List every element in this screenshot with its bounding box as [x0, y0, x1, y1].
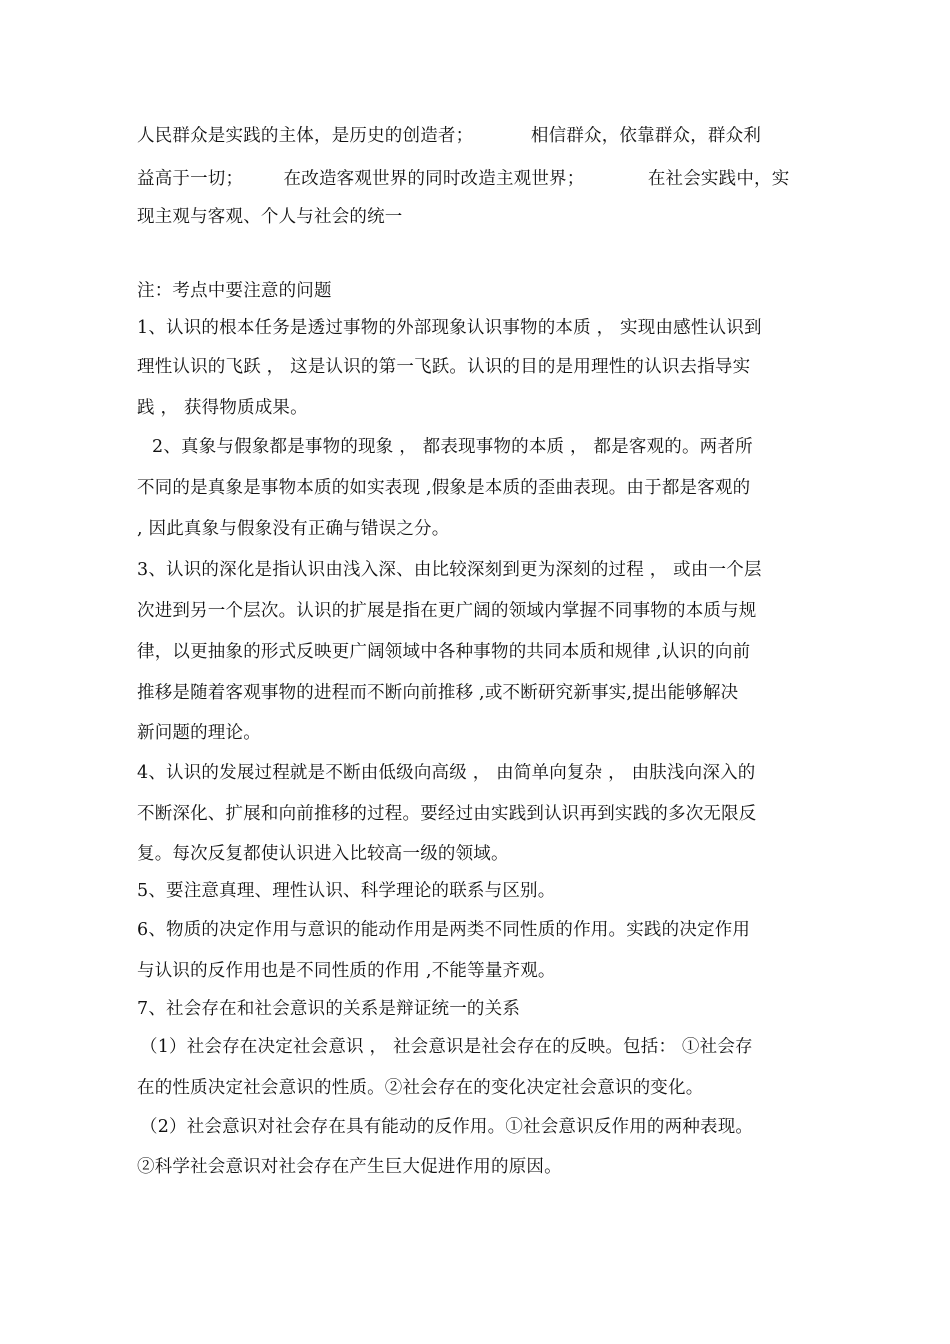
subpoint-2-line-2: ②科学社会意识对社会存在产生巨大促进作用的原因。: [137, 1157, 562, 1177]
point-4-line-1: 4、认识的发展过程就是不断由低级向高级 ， 由简单向复杂 ， 由肤浅向深入的: [137, 763, 756, 783]
subpoint-2-line-1: （2）社会意识对社会存在具有能动的反作用。①社会意识反作用的两种表现。: [140, 1117, 754, 1137]
point-5-line-1: 5、要注意真理、理性认识、科学理论的联系与区别。: [137, 881, 556, 901]
point-3-line-2: 次进到另一个层次。认识的扩展是指在更广阔的领域内掌握不同事物的本质与规: [137, 601, 757, 621]
point-4-line-3: 复。每次反复都使认识进入比较高一级的领域。: [137, 844, 509, 864]
subpoint-1-line-2: 在的性质决定社会意识的性质。②社会存在的变化决定社会意识的变化。: [137, 1078, 704, 1098]
point-3-line-3: 律，以更抽象的形式反映更广阔领域中各种事物的共同本质和规律 ,认识的向前: [137, 642, 751, 662]
point-2-line-2: 不同的是真象是事物本质的如实表现 ,假象是本质的歪曲表现。由于都是客观的: [137, 478, 751, 498]
point-1-line-1: 1、认识的根本任务是透过事物的外部现象认识事物的本质 ， 实现由感性认识到: [137, 318, 762, 338]
note-heading: 注：考点中要注意的问题: [137, 281, 332, 301]
intro-line-2: 益高于一切； 在改造客观世界的同时改造主观世界； 在社会实践中，实: [137, 169, 790, 189]
intro-line-3: 现主观与客观、个人与社会的统一: [137, 207, 403, 227]
subpoint-1-line-1: （1）社会存在决定社会意识 ， 社会意识是社会存在的反映。包括： ①社会存: [140, 1037, 753, 1057]
point-2-line-1: 2、真象与假象都是事物的现象 ， 都表现事物的本质 ， 都是客观的。两者所: [152, 437, 753, 457]
point-1-line-2: 理性认识的飞跃 ， 这是认识的第一飞跃。认识的目的是用理性的认识去指导实: [137, 357, 751, 377]
point-1-line-3: 践 ， 获得物质成果。: [137, 398, 308, 418]
point-6-line-1: 6、物质的决定作用与意识的能动作用是两类不同性质的作用。实践的决定作用: [137, 920, 751, 940]
point-4-line-2: 不断深化、扩展和向前推移的过程。要经过由实践到认识再到实践的多次无限反: [137, 804, 757, 824]
point-6-line-2: 与认识的反作用也是不同性质的作用 ,不能等量齐观。: [137, 961, 556, 981]
point-7-line-1: 7、社会存在和社会意识的关系是辩证统一的关系: [137, 999, 521, 1019]
point-2-line-3: , 因此真象与假象没有正确与错误之分。: [137, 519, 450, 539]
point-3-line-1: 3、认识的深化是指认识由浅入深、由比较深刻到更为深刻的过程 ， 或由一个层: [137, 560, 762, 580]
intro-line-1: 人民群众是实践的主体，是历史的创造者； 相信群众，依靠群众，群众利: [137, 126, 762, 146]
point-3-line-4: 推移是随着客观事物的进程而不断向前推移 ,或不断研究新事实,提出能够解决: [137, 683, 739, 703]
point-3-line-5: 新问题的理论。: [137, 723, 261, 743]
